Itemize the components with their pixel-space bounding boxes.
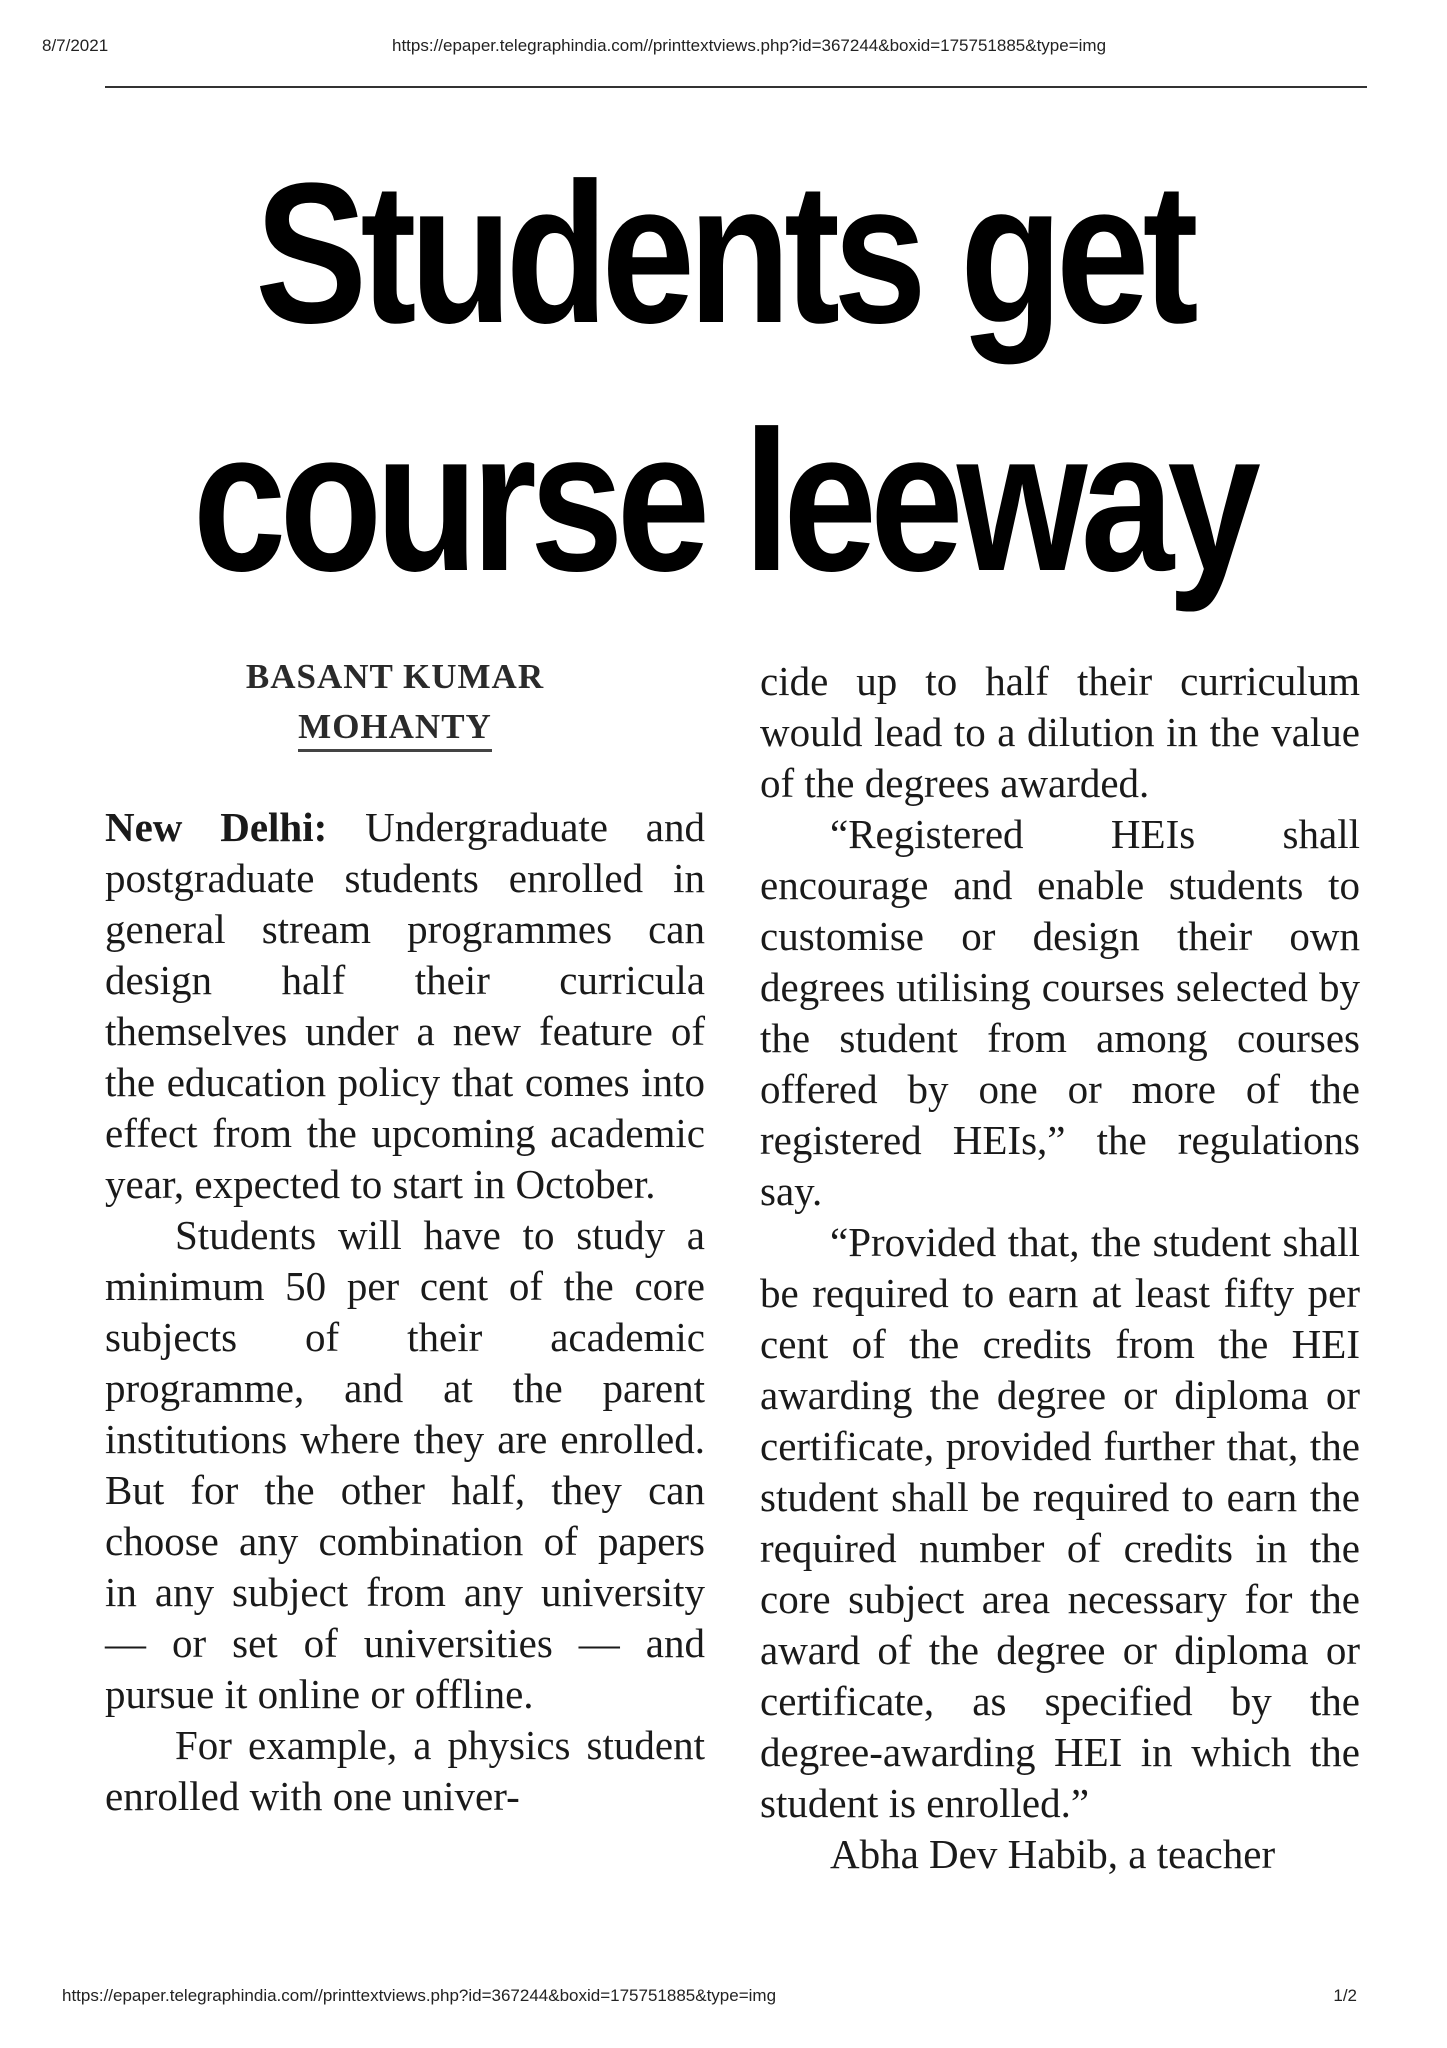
paragraph-7: Abha Dev Habib, a teacher — [830, 1831, 1276, 1877]
header-divider — [105, 86, 1367, 88]
headline-line-2: course leeway — [192, 390, 1255, 613]
paragraph-3: For example, a physics student enrolled with one univer- — [105, 1722, 705, 1819]
byline — [85, 652, 705, 802]
page-number: 1/2 — [1333, 1986, 1357, 2005]
print-date: 8/7/2021 — [42, 36, 109, 55]
byline-line-1: BASANT KUMAR — [245, 657, 545, 696]
print-footer — [0, 1986, 1447, 2010]
dateline: New Delhi: — [105, 804, 328, 850]
print-url: https://epaper.telegraphindia.com//printtextviews.php?id=367244&boxid=175751885&type=img — [392, 36, 1107, 55]
paragraph-4: cide up to half their curriculum would lead to a dilution in the value of the degrees awarded. — [760, 658, 1360, 806]
paragraph-1 — [105, 802, 705, 1210]
headline — [60, 130, 1387, 626]
byline-line-2: MOHANTY — [298, 705, 492, 752]
footer-url: https://epaper.telegraphindia.com//printtextviews.php?id=367244&boxid=175751885&type=img — [62, 1986, 777, 2005]
paragraph-1-text: Undergraduate and postgraduate students enrolled in general stream programmes can design half their curricula themselves under a new feature of the education policy that comes into effect from the upcoming academic year, expected to start in October. — [105, 804, 706, 1207]
headline-line-1: Students get — [255, 142, 1192, 365]
paragraph-6: “Provided that, the student shall be required to earn at least fifty per cent of the credits from the HEI awarding the degree or diploma or certificate, provided further that, the student shall be required to earn the required number of credits in the core subject area necessary for the award of the degree or diploma or certificate, as specified by the degree-awarding HEI in which the student is enrolled.” — [760, 1219, 1360, 1826]
article-column-left — [105, 652, 705, 1822]
article-column-right — [760, 656, 1360, 1880]
paragraph-2: Students will have to study a minimum 50 per cent of the core subjects of their academic programme, and at the parent institutions where they are enrolled. But for the other half, they can choose any combination of papers in any subject from any university — or set of universities — and pursue it online or offline. — [105, 1212, 705, 1717]
paragraph-5: “Registered HEIs shall encourage and enable students to customise or design their own degrees utilising courses selected by the student from among courses offered by one or more of the registered HEIs,” the regulations say. — [760, 811, 1360, 1214]
print-header — [0, 36, 1447, 60]
